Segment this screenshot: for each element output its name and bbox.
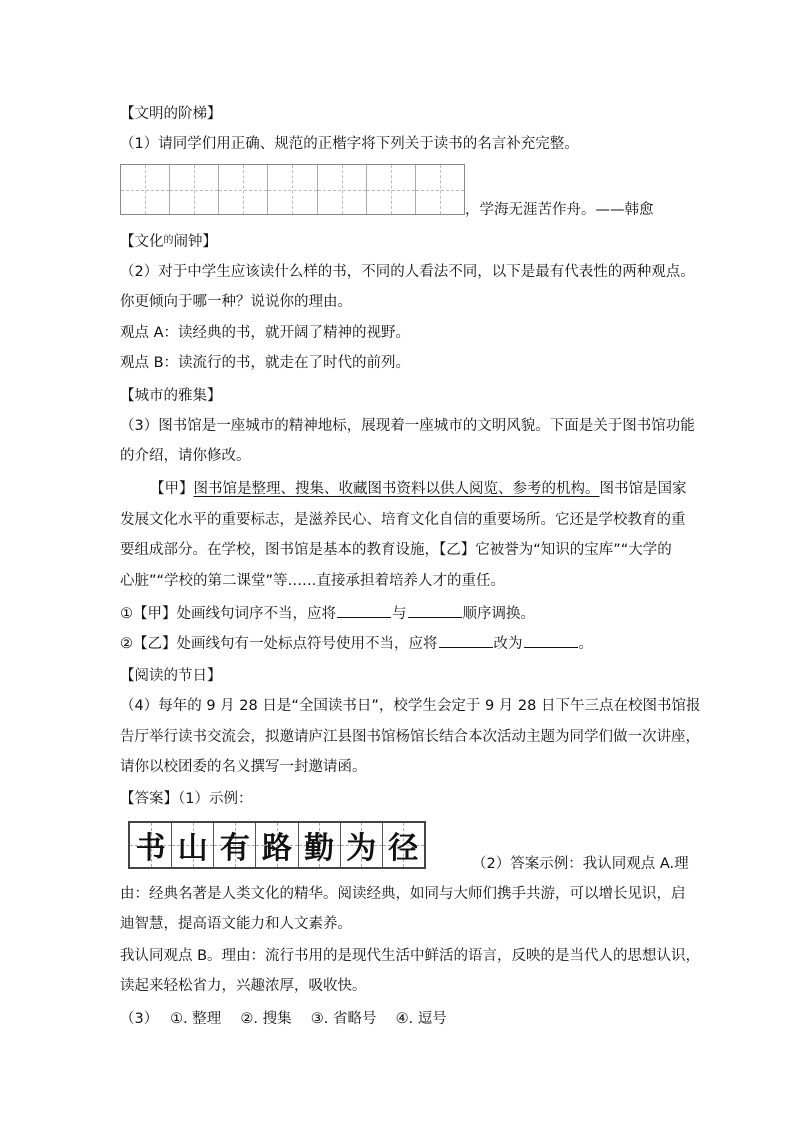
title-part: 【文化 bbox=[120, 234, 164, 250]
answer-blank[interactable] bbox=[408, 603, 462, 618]
grid-cell[interactable] bbox=[170, 165, 219, 214]
answer-char: 路 bbox=[261, 831, 292, 866]
item-text: ①【甲】处画线句词序不当，应将 bbox=[120, 606, 336, 622]
title-part: 闹钟】 bbox=[173, 234, 217, 250]
answer-char: 为 bbox=[346, 831, 377, 866]
grid-cell[interactable] bbox=[268, 165, 317, 214]
underlined-sentence: 图书馆是整理、搜集、收藏图书资料以供人阅览、参考的机构。 bbox=[193, 481, 600, 497]
answer-cell bbox=[130, 823, 172, 867]
item-text: 顺序调换。 bbox=[462, 606, 535, 622]
grid-cell[interactable] bbox=[416, 165, 464, 214]
section-wenming-title: 【文明的阶梯】 bbox=[120, 106, 222, 122]
question-1-tail: ，学海无涯苦作舟。——韩愈 bbox=[465, 202, 654, 218]
item-2 bbox=[120, 633, 593, 654]
grid-cell[interactable] bbox=[121, 165, 170, 214]
item-text: 与 bbox=[392, 606, 407, 622]
answer-char: 径 bbox=[388, 831, 419, 866]
question-1: （1）请同学们用正确、规范的正楷字将下列关于读书的名言补充完整。 bbox=[120, 136, 579, 152]
answer-char: 勤 bbox=[304, 831, 335, 866]
section-wenhua-title bbox=[120, 232, 217, 254]
answer-2-line: 由：经典名著是人类文化的精华。阅读经典，如同与大师们携手共游，可以增长见识，启 bbox=[120, 886, 686, 902]
answer-cell bbox=[214, 823, 256, 867]
passage-line: 要组成部分。在学校，图书馆是基本的教育设施，【乙】它被誉为“知识的宝库”“大学的 bbox=[120, 542, 672, 558]
passage-line bbox=[150, 479, 687, 499]
item-text: ②【乙】处画线句有一处标点符号使用不当，应将 bbox=[120, 636, 438, 652]
answer-character-grid bbox=[128, 821, 426, 869]
answer-cell bbox=[172, 823, 214, 867]
answer-2-tail: （2）答案示例：我认同观点 A.理 bbox=[472, 856, 689, 872]
item-text: 改为 bbox=[493, 636, 523, 652]
answer-char: 山 bbox=[177, 831, 208, 866]
writing-grid[interactable] bbox=[120, 164, 465, 215]
answer-heading: 【答案】（1）示例： bbox=[120, 791, 253, 807]
answer-char: 有 bbox=[219, 831, 250, 866]
viewpoint-b: 观点 B：读流行的书，就走在了时代的前列。 bbox=[120, 355, 411, 371]
passage-text: 图书馆是国家 bbox=[599, 481, 687, 497]
item-text: 。 bbox=[578, 636, 593, 652]
section-yuedu-title: 【阅读的节日】 bbox=[120, 668, 222, 684]
answer-char: 书 bbox=[135, 831, 166, 866]
viewpoint-a: 观点 A：读经典的书，就开阔了精神的视野。 bbox=[120, 325, 411, 341]
answer-cell bbox=[256, 823, 298, 867]
section-chengshi-title: 【城市的雅集】 bbox=[120, 388, 222, 404]
question-4-line: （4）每年的 9 月 28 日是“全国读书日”，校学生会定于 9 月 28 日下午三点在校图书馆报 bbox=[120, 698, 701, 714]
grid-cell[interactable] bbox=[367, 165, 416, 214]
question-3-line: 的介绍，请你修改。 bbox=[120, 448, 251, 464]
answer-b-line: 读起来轻松省力，兴趣浓厚，吸收快。 bbox=[120, 978, 367, 994]
question-2-line: （2）对于中学生应该读什么样的书，不同的人看法不同，以下是最有代表性的两种观点。 bbox=[120, 264, 695, 280]
title-sup: 的 bbox=[163, 235, 174, 246]
answer-3: （3） ①. 整理 ②. 搜集 ③. 省略号 ④. 逗号 bbox=[120, 1011, 447, 1027]
grid-cell[interactable] bbox=[219, 165, 268, 214]
answer-b-line: 我认同观点 B。理由：流行书用的是现代生活中鲜活的语言，反映的是当代人的思想认识， bbox=[120, 948, 701, 964]
answer-2-line: 迪智慧，提高语文能力和人文素养。 bbox=[120, 916, 352, 932]
answer-blank[interactable] bbox=[524, 633, 578, 648]
grid-cell[interactable] bbox=[318, 165, 367, 214]
marker-jia: 【甲】 bbox=[150, 481, 194, 497]
answer-cell bbox=[383, 823, 424, 867]
question-3-line: （3）图书馆是一座城市的精神地标，展现着一座城市的文明风貌。下面是关于图书馆功能 bbox=[120, 418, 695, 434]
question-4-line: 请你以校团委的名义撰写一封邀请函。 bbox=[120, 759, 367, 775]
answer-cell bbox=[341, 823, 383, 867]
passage-line: 发展文化水平的重要标志，是滋养民心、培育文化自信的重要场所。它还是学校教育的重 bbox=[120, 512, 686, 528]
answer-cell bbox=[299, 823, 341, 867]
item-1 bbox=[120, 603, 535, 624]
passage-line: 心脏”“学校的第二课堂”等……直接承担着培养人才的重任。 bbox=[120, 573, 506, 589]
question-2-line: 你更倾向于哪一种？说说你的理由。 bbox=[120, 294, 352, 310]
answer-blank[interactable] bbox=[337, 603, 391, 618]
answer-blank[interactable] bbox=[439, 633, 493, 648]
question-4-line: 告厅举行读书交流会，拟邀请庐江县图书馆杨馆长结合本次活动主题为同学们做一次讲座， bbox=[120, 729, 700, 745]
